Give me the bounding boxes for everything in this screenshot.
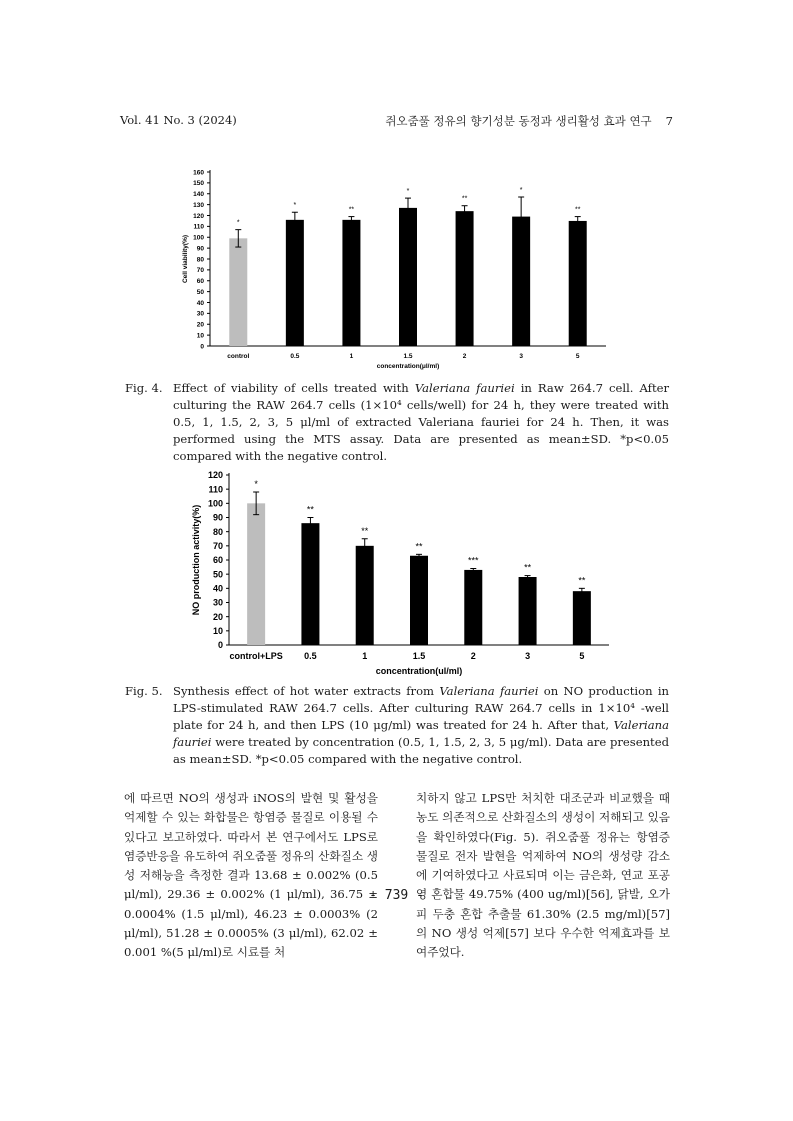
y-tick-label: 70 — [212, 540, 223, 551]
x-tick-label: 1 — [349, 353, 354, 360]
bar-control+LPS — [247, 503, 265, 645]
y-tick-label: 40 — [212, 583, 223, 594]
bar-2 — [456, 211, 474, 346]
figure-4-caption — [125, 380, 669, 465]
y-tick-label: 160 — [193, 169, 204, 177]
significance-label: ** — [348, 206, 355, 214]
figure-5-species: Valeriana fauriei — [439, 684, 539, 698]
significance-label: *** — [468, 555, 479, 566]
y-tick-label: 150 — [193, 180, 204, 188]
running-title: 쥐오줌풀 정유의 향기성분 동정과 생리활성 효과 연구 — [385, 114, 652, 128]
page-number: - 739 - — [369, 888, 424, 903]
x-tick-label: 5 — [579, 651, 585, 661]
significance-label: ** — [574, 206, 581, 214]
y-tick-label: 90 — [196, 245, 204, 253]
bar-0.5 — [301, 523, 319, 645]
y-tick-label: 60 — [212, 555, 223, 566]
x-tick-label: 5 — [575, 353, 580, 360]
x-axis-title: concentration(ul/ml) — [375, 666, 463, 676]
x-tick-label: 1 — [362, 651, 368, 661]
x-tick-label: control+LPS — [229, 651, 283, 661]
significance-label: * — [293, 202, 297, 210]
significance-label: * — [406, 188, 410, 196]
y-tick-label: 80 — [212, 526, 223, 537]
y-tick-label: 30 — [212, 597, 223, 608]
y-tick-label: 110 — [193, 223, 204, 231]
y-tick-label: 20 — [196, 321, 204, 329]
figure-5-caption-text: Synthesis effect of hot water extracts from — [173, 684, 435, 698]
figure-4-species: Valeriana fauriei — [414, 381, 515, 395]
x-tick-label: 0.5 — [304, 651, 317, 661]
significance-label: ** — [524, 562, 532, 573]
y-tick-label: 130 — [193, 201, 204, 209]
x-tick-label: 3 — [525, 651, 531, 661]
journal-volume-header: Vol. 41 No. 3 (2024) — [120, 113, 237, 127]
bar-1.5 — [410, 556, 428, 645]
y-tick-label: 40 — [196, 299, 204, 307]
figure-5-no-production-chart — [185, 468, 615, 680]
running-title-header — [385, 113, 673, 129]
body-text-left-column: 에 따르면 NO의 생성과 iNOS의 발현 및 활성을 억제할 수 있는 화합물은 항염증 물질로 이용될 수 있다고 보고하였다. 따라서 본 연구에서도 LPS로 염증반응을 유도하여 쥐오줌풀 정유의 산화질소 생성 저해능을 측정한 결과 13.68 ± 0.002% (0.5 μl/ml), 29.36 ± 0.002% (1 μl/ml), 36.75 ± 0.0004% (1.5 μl/ml), 46.23 ± 0.0003% (2 μl/ml), 51.28 ± 0.0005% (3 μl/ml), 62.02 ± 0.001 %(5 μl/ml)로 시료를 처 — [124, 791, 378, 960]
x-tick-label: 2 — [462, 353, 467, 360]
y-tick-label: 100 — [207, 498, 223, 509]
figure-4-cell-viability-chart — [170, 165, 620, 375]
x-tick-label: 2 — [470, 651, 476, 661]
y-tick-label: 80 — [196, 256, 204, 264]
figure-5-label: Fig. 5. — [125, 684, 163, 698]
y-tick-label: 60 — [196, 278, 204, 286]
bar-1 — [356, 546, 374, 645]
y-tick-label: 30 — [196, 310, 204, 318]
significance-label: * — [254, 479, 258, 489]
figure-5-species-2: Valeriana fauriei — [173, 718, 669, 749]
bar-5 — [569, 221, 587, 346]
bar-2 — [464, 570, 482, 645]
y-tick-label: 70 — [196, 267, 204, 275]
significance-label: * — [519, 187, 523, 195]
y-tick-label: 50 — [196, 288, 204, 296]
bar-0.5 — [286, 220, 304, 346]
figure-5-caption-rest: were treated by concentration (0.5, 1, 1.5, 2, 3, 5 μg/ml). Data are presented as mean±SD. *p<0.05 compared with the negative control. — [173, 735, 669, 766]
x-tick-label: control — [227, 353, 250, 360]
y-tick-label: 10 — [196, 332, 204, 340]
bar-control — [229, 238, 247, 346]
significance-label: * — [236, 219, 240, 227]
x-tick-label: 0.5 — [290, 353, 300, 360]
y-tick-label: 0 — [200, 343, 204, 351]
y-tick-label: 0 — [217, 640, 223, 651]
bar-3 — [519, 577, 537, 645]
x-tick-label: 3 — [519, 353, 523, 360]
figure-4-label: Fig. 4. — [125, 381, 163, 395]
y-tick-label: 120 — [193, 212, 204, 220]
y-axis-title: NO production activity(%) — [191, 504, 201, 616]
figure-4-caption-rest: in Raw 264.7 cell. After culturing the RAW 264.7 cells (1×10⁴ cells/well) for 24 h, they were treated with 0.5, 1, 1.5, 2, 3, 5 μl/ml of extracted Valeriana fauriei for 24 h. Then, it was performed using the MTS assay. Data are presented as mean±SD. *p<0.05 compared with the negative control. — [173, 381, 670, 463]
significance-label: ** — [361, 525, 369, 536]
y-tick-label: 100 — [193, 234, 204, 242]
y-tick-label: 20 — [212, 611, 223, 622]
y-tick-label: 10 — [212, 625, 223, 636]
y-axis-title: Cell viability(%) — [182, 234, 189, 284]
body-text-right-column: 치하지 않고 LPS만 처치한 대조군과 비교했을 때 농도 의존적으로 산화질소의 생성이 저해되고 있음을 확인하였다(Fig. 5). 쥐오줌풀 정유는 항염증 물질로 전자 발현을 억제하여 NO의 생성량 감소에 기여하였다고 사료되며 이는 금은화, 연교 포공영 혼합물 49.75% (400 ug/ml)[56], 닭발, 오가피 두충 혼합 추출물 61.30% (2.5 mg/ml)[57]의 NO 생성 억제[57] 보다 우수한 억제효과를 보여주었다. — [416, 791, 670, 960]
header-page-number: 7 — [665, 114, 673, 128]
figure-4-caption-text: Effect of viability of cells treated with — [173, 381, 409, 395]
y-tick-label: 90 — [212, 512, 223, 523]
x-tick-label: 1.5 — [403, 353, 413, 360]
significance-label: ** — [415, 541, 423, 552]
bar-1 — [342, 220, 360, 346]
significance-label: ** — [461, 195, 468, 203]
x-axis-title: concentration(μl/ml) — [376, 363, 440, 370]
figure-5-caption-mid: on NO production in LPS-stimulated RAW 264.7 cells. After culturing RAW 264.7 cells in 1×10⁴ -well plate for 24 h, and then LPS (10 μg/ml) was treated for 24 h. After that, — [173, 684, 670, 732]
figure-5-caption — [125, 683, 669, 768]
significance-label: ** — [578, 575, 586, 586]
significance-label: ** — [306, 504, 314, 515]
y-tick-label: 140 — [193, 191, 204, 199]
y-tick-label: 120 — [207, 470, 223, 481]
bar-5 — [573, 591, 591, 645]
x-tick-label: 1.5 — [412, 651, 426, 661]
y-tick-label: 110 — [208, 484, 223, 495]
bar-1.5 — [399, 208, 417, 346]
y-tick-label: 50 — [212, 569, 223, 580]
